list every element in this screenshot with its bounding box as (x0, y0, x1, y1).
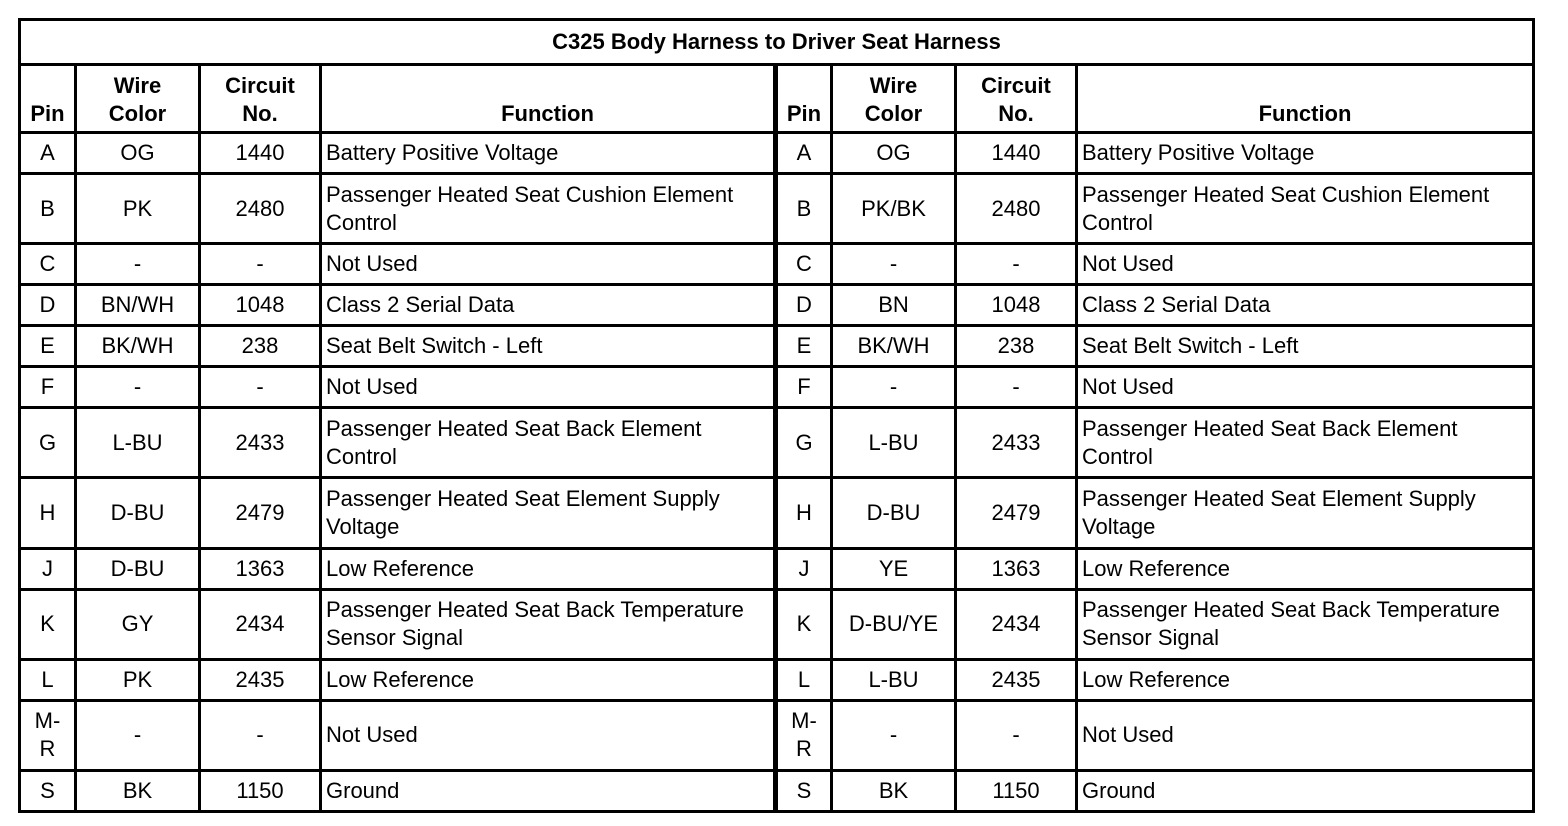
table-row (20, 478, 1534, 548)
header-wire-color-line1: Wire (869, 73, 918, 98)
table-row (20, 408, 1534, 478)
header-pin-label: Pin (786, 101, 822, 126)
header-pin-left (20, 65, 76, 133)
table-row (20, 326, 1534, 367)
circuit-cell: 1440 (956, 133, 1077, 174)
wire-color-cell: PK (76, 174, 200, 244)
pin-cell: S (776, 770, 832, 811)
wire-color-cell: OG (832, 133, 956, 174)
pin-cell: K (20, 589, 76, 659)
header-function-label: Function (501, 101, 594, 126)
wire-color-cell: BK (832, 770, 956, 811)
table-row (20, 285, 1534, 326)
header-circuit-line2: No. (998, 101, 1034, 126)
circuit-cell: 1440 (200, 133, 321, 174)
pin-cell: M-R (20, 700, 76, 770)
wire-color-cell: L-BU (76, 408, 200, 478)
function-cell: Passenger Heated Seat Cushion Element Control (1077, 174, 1534, 244)
circuit-cell: - (956, 244, 1077, 285)
header-wire-color-line1: Wire (113, 73, 162, 98)
header-function-left (321, 65, 776, 133)
pin-cell: L (20, 659, 76, 700)
function-cell: Class 2 Serial Data (321, 285, 776, 326)
circuit-cell: 2434 (956, 589, 1077, 659)
pin-cell: C (20, 244, 76, 285)
table-row (20, 548, 1534, 589)
pin-cell: A (776, 133, 832, 174)
pin-cell: H (776, 478, 832, 548)
function-cell: Class 2 Serial Data (1077, 285, 1534, 326)
header-circuit-left (200, 65, 321, 133)
wire-color-cell: - (76, 367, 200, 408)
wire-color-cell: BN/WH (76, 285, 200, 326)
circuit-cell: 1363 (956, 548, 1077, 589)
wire-color-cell: PK/BK (832, 174, 956, 244)
function-cell: Battery Positive Voltage (321, 133, 776, 174)
pin-cell: F (20, 367, 76, 408)
pin-cell: H (20, 478, 76, 548)
table-row (20, 367, 1534, 408)
function-cell: Not Used (1077, 700, 1534, 770)
circuit-cell: - (200, 700, 321, 770)
wire-color-cell: - (832, 244, 956, 285)
wire-color-cell: L-BU (832, 659, 956, 700)
pin-cell: G (20, 408, 76, 478)
function-cell: Not Used (1077, 244, 1534, 285)
function-cell: Low Reference (1077, 548, 1534, 589)
table-row (20, 659, 1534, 700)
function-cell: Not Used (321, 700, 776, 770)
function-cell: Seat Belt Switch - Left (321, 326, 776, 367)
wire-color-cell: OG (76, 133, 200, 174)
function-cell: Battery Positive Voltage (1077, 133, 1534, 174)
table-row (20, 770, 1534, 811)
circuit-cell: 2479 (956, 478, 1077, 548)
circuit-cell: 2480 (200, 174, 321, 244)
wire-color-cell: - (832, 700, 956, 770)
circuit-cell: 238 (200, 326, 321, 367)
pin-cell: A (20, 133, 76, 174)
header-circuit-line2: No. (242, 101, 278, 126)
wire-color-cell: BN (832, 285, 956, 326)
wire-color-cell: - (76, 244, 200, 285)
wire-color-cell: - (76, 700, 200, 770)
function-cell: Low Reference (321, 659, 776, 700)
function-cell: Passenger Heated Seat Back Element Control (321, 408, 776, 478)
header-pin-right (776, 65, 832, 133)
function-cell: Ground (1077, 770, 1534, 811)
header-circuit-right (956, 65, 1077, 133)
wire-color-cell: YE (832, 548, 956, 589)
function-cell: Passenger Heated Seat Back Temperature Sensor Signal (1077, 589, 1534, 659)
pin-cell: D (20, 285, 76, 326)
table-title: C325 Body Harness to Driver Seat Harness (20, 20, 1534, 65)
wire-color-cell: D-BU (76, 478, 200, 548)
header-wire-color-line2: Color (864, 101, 923, 126)
header-pin-label: Pin (30, 101, 65, 126)
header-wire-color-line2: Color (108, 101, 167, 126)
pin-cell: C (776, 244, 832, 285)
function-cell: Seat Belt Switch - Left (1077, 326, 1534, 367)
circuit-cell: - (956, 700, 1077, 770)
circuit-cell: 1048 (956, 285, 1077, 326)
function-cell: Passenger Heated Seat Element Supply Voltage (321, 478, 776, 548)
pin-cell: S (20, 770, 76, 811)
wire-color-cell: GY (76, 589, 200, 659)
function-cell: Not Used (1077, 367, 1534, 408)
wire-color-cell: BK/WH (832, 326, 956, 367)
pin-cell: M-R (776, 700, 832, 770)
circuit-cell: 1048 (200, 285, 321, 326)
function-cell: Not Used (321, 244, 776, 285)
function-cell: Passenger Heated Seat Element Supply Voltage (1077, 478, 1534, 548)
header-function-right (1077, 65, 1534, 133)
connector-pinout-table (18, 18, 1535, 813)
wire-color-cell: D-BU (832, 478, 956, 548)
wire-color-cell: D-BU (76, 548, 200, 589)
circuit-cell: 2434 (200, 589, 321, 659)
function-cell: Passenger Heated Seat Back Temperature Sensor Signal (321, 589, 776, 659)
pin-cell: B (776, 174, 832, 244)
circuit-cell: 2435 (956, 659, 1077, 700)
circuit-cell: 1150 (956, 770, 1077, 811)
function-cell: Passenger Heated Seat Cushion Element Control (321, 174, 776, 244)
pin-cell: B (20, 174, 76, 244)
wire-color-cell: PK (76, 659, 200, 700)
pin-cell: G (776, 408, 832, 478)
wire-color-cell: D-BU/YE (832, 589, 956, 659)
circuit-cell: 2433 (956, 408, 1077, 478)
circuit-cell: - (200, 244, 321, 285)
function-cell: Ground (321, 770, 776, 811)
wire-color-cell: BK/WH (76, 326, 200, 367)
pin-cell: K (776, 589, 832, 659)
pin-cell: D (776, 285, 832, 326)
table-row (20, 133, 1534, 174)
circuit-cell: 238 (956, 326, 1077, 367)
circuit-cell: - (200, 367, 321, 408)
pin-cell: J (776, 548, 832, 589)
wire-color-cell: L-BU (832, 408, 956, 478)
circuit-cell: 2479 (200, 478, 321, 548)
table-row (20, 700, 1534, 770)
circuit-cell: 1363 (200, 548, 321, 589)
wire-color-cell: BK (76, 770, 200, 811)
function-cell: Not Used (321, 367, 776, 408)
header-function-label: Function (1258, 101, 1352, 126)
pin-cell: J (20, 548, 76, 589)
table-row (20, 589, 1534, 659)
table-row (20, 174, 1534, 244)
table-body (20, 133, 1534, 812)
wire-color-cell: - (832, 367, 956, 408)
pin-cell: L (776, 659, 832, 700)
circuit-cell: 2435 (200, 659, 321, 700)
header-wire-color-right (832, 65, 956, 133)
pin-cell: E (776, 326, 832, 367)
pin-cell: F (776, 367, 832, 408)
circuit-cell: 2480 (956, 174, 1077, 244)
header-circuit-line1: Circuit (225, 73, 295, 98)
table-row (20, 244, 1534, 285)
header-wire-color-left (76, 65, 200, 133)
function-cell: Low Reference (321, 548, 776, 589)
function-cell: Passenger Heated Seat Back Element Control (1077, 408, 1534, 478)
function-cell: Low Reference (1077, 659, 1534, 700)
pin-cell: E (20, 326, 76, 367)
circuit-cell: 1150 (200, 770, 321, 811)
circuit-cell: 2433 (200, 408, 321, 478)
circuit-cell: - (956, 367, 1077, 408)
header-circuit-line1: Circuit (981, 73, 1051, 98)
